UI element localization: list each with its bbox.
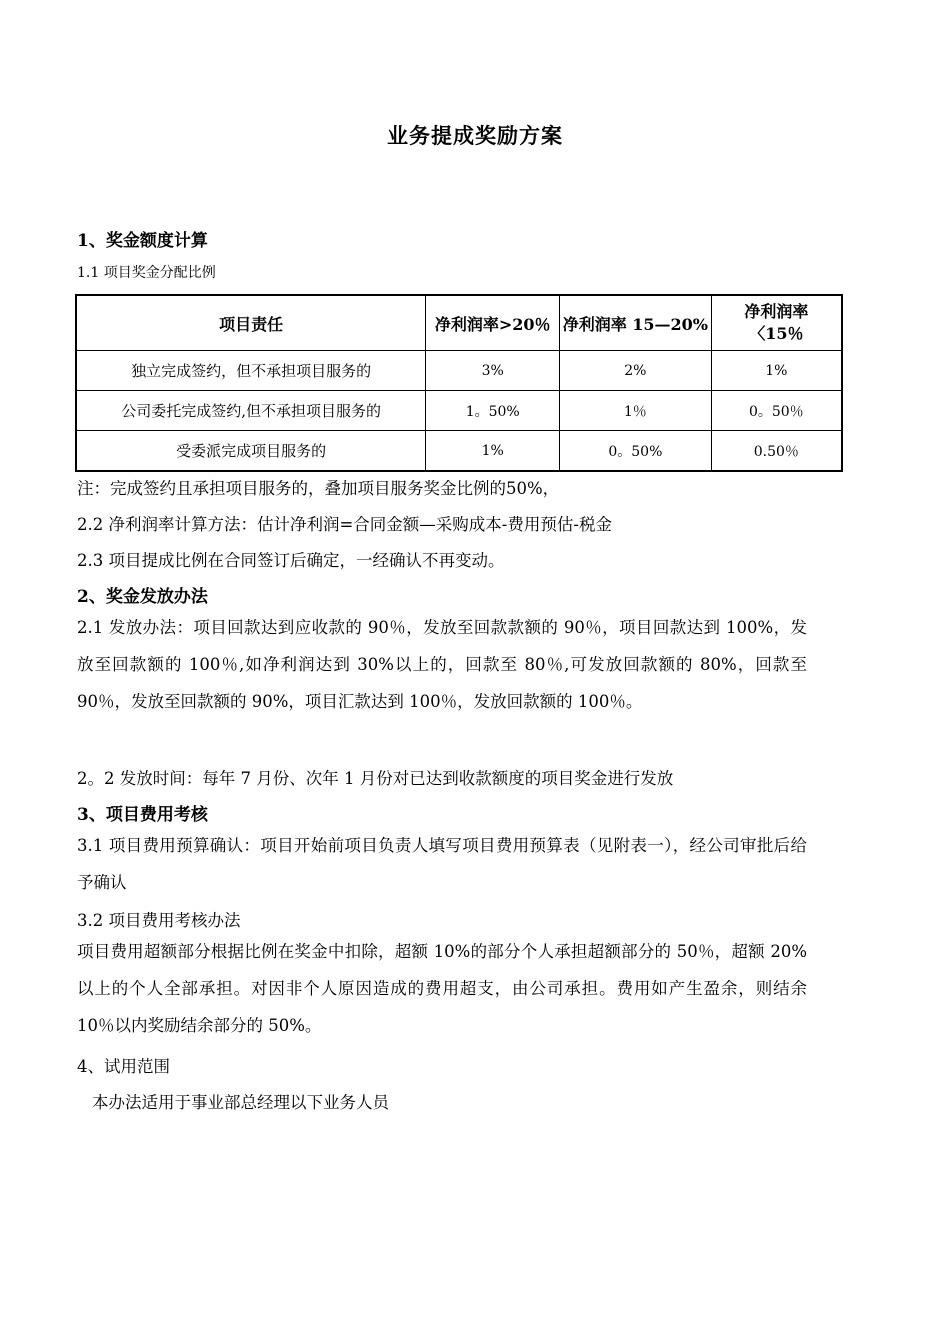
section-1-heading: 1、奖金额度计算 (77, 231, 208, 251)
paragraph-3-1-budget-confirm: 3.1 项目费用预算确认：项目开始前项目负责人填写项目费用预算表（见附表一），经公司审批后给予确认 (77, 836, 807, 892)
bonus-allocation-table (75, 294, 843, 472)
row-value: 0。50％ (711, 391, 842, 431)
document-title: 业务提成奖励方案 (387, 123, 563, 148)
row-responsibility: 受委派完成项目服务的 (76, 431, 426, 472)
header-margin-15-20: 净利润率 15—20% (560, 295, 712, 351)
row-responsibility: 公司委托完成签约,但不承担项目服务的 (76, 391, 426, 431)
header-margin-under-15-text: 净利润率〈15％ (744, 302, 809, 343)
paragraph-2-3-ratio-fixed: 2.3 项目提成比例在合同签订后确定，一经确认不再变动。 (77, 551, 505, 570)
table-row (76, 391, 842, 431)
paragraph-2-2-payout-time: 2。2 发放时间：每年 7 月份、次年 1 月份对已达到收款额度的项目奖金进行发放 (77, 769, 674, 788)
paragraph-3-2-body: 项目费用超额部分根据比例在奖金中扣除，超额 10%的部分个人承担超额部分的 50％，超额 20%以上的个人全部承担。对因非个人原因造成的费用超支，由公司承担。费用如产生盈余，则结余 10％以内奖励结余部分的 50%。 (77, 942, 807, 1035)
table-row (76, 431, 842, 472)
row-value: 0。50% (560, 431, 712, 472)
row-value: 1% (711, 351, 842, 391)
table-header-row (76, 295, 842, 351)
paragraph-3-2-heading: 3.2 项目费用考核办法 (77, 911, 241, 930)
header-margin-under-15 (711, 295, 842, 351)
header-responsibility: 项目责任 (76, 295, 426, 351)
row-value: 1。50% (426, 391, 560, 431)
section-3-heading: 3、项目费用考核 (77, 805, 208, 825)
header-margin-over-20: 净利润率>20％ (426, 295, 560, 351)
section-2-heading: 2、奖金发放办法 (77, 587, 208, 607)
table-note: 注：完成签约且承担项目服务的，叠加项目服务奖金比例的50%， (77, 479, 560, 498)
row-value: 0.50％ (711, 431, 842, 472)
paragraph-2-1-payout-method: 2.1 发放办法：项目回款达到应收款的 90％，发放至回款款额的 90％，项目回款达到 100%，发放至回款额的 100％,如净利润达到 30%以上的，回款至 80％,可发放回款额的 80%，回款至 90％，发放至回款额的 90%，项目汇款达到 100％，发放回款额的 100％。 (77, 618, 807, 711)
table-row (76, 351, 842, 391)
section-4-heading: 4、试用范围 (77, 1057, 170, 1076)
row-value: 2% (560, 351, 712, 391)
section-1-1-label: 1.1 项目奖金分配比例 (77, 265, 216, 281)
section-4-body: 本办法适用于事业部总经理以下业务人员 (92, 1093, 389, 1112)
row-value: 1% (426, 431, 560, 472)
paragraph-2-2-profit-calc: 2.2 净利润率计算方法：估计净利润=合同金额—采购成本-费用预估-税金 (77, 515, 612, 534)
row-responsibility: 独立完成签约，但不承担项目服务的 (76, 351, 426, 391)
row-value: 1％ (560, 391, 712, 431)
row-value: 3% (426, 351, 560, 391)
